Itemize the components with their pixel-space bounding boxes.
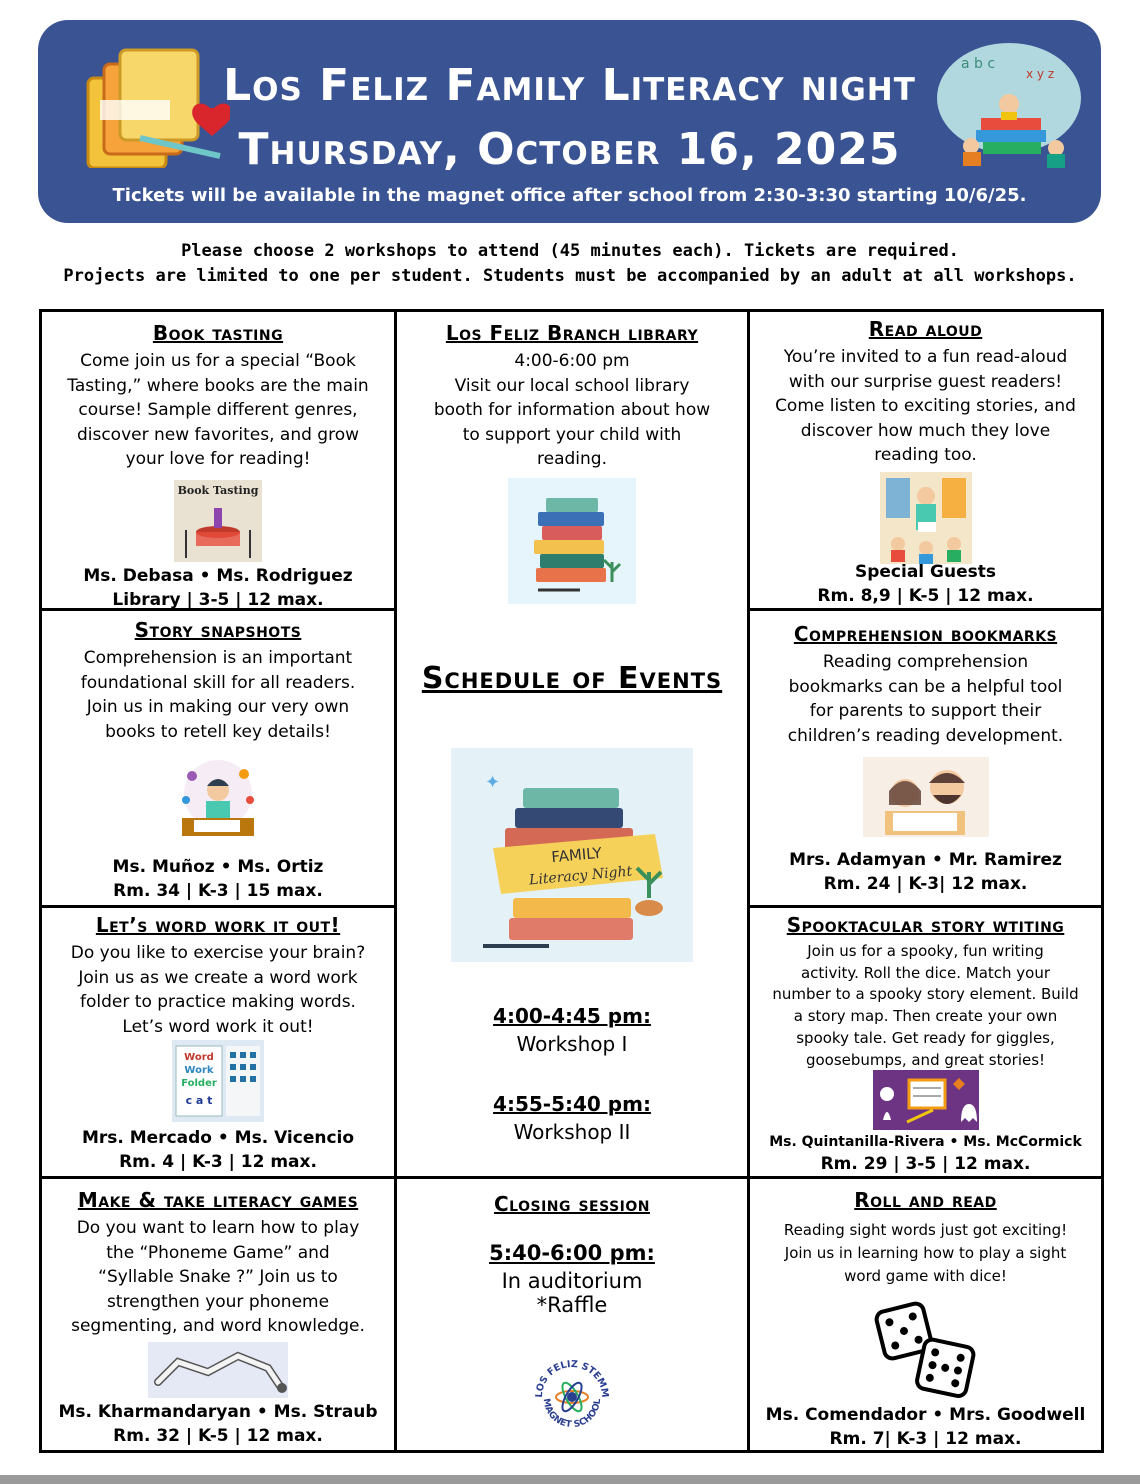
closing-place: In auditorium bbox=[501, 1269, 643, 1293]
kids-reading-icon bbox=[931, 38, 1086, 178]
svg-text:Work: Work bbox=[184, 1065, 214, 1076]
workshop-title: Los Feliz Branch library bbox=[445, 321, 699, 345]
workshop-host: Ms. Quintanilla-Rivera • Ms. McCormick bbox=[769, 1134, 1082, 1150]
workshop-host: Ms. Kharmandaryan • Ms. Straub bbox=[58, 1402, 378, 1422]
workshop-description: Do you want to learn how to play the “Phoneme Game” and “Syllable Snake ?” Join us to strengthen your phoneme segmenting, and word knowledge. bbox=[71, 1218, 365, 1336]
snake-game-image bbox=[148, 1342, 288, 1398]
workshop-title: Comprehension bookmarks bbox=[793, 622, 1058, 646]
workshop-room: Rm. 4 | K-3 | 12 max. bbox=[119, 1152, 317, 1172]
page-bottom-bar bbox=[0, 1475, 1140, 1484]
child-writing-image bbox=[172, 756, 264, 844]
tickets-info: Tickets will be available in the magnet office after school from 2:30-3:30 starting 10/6/25. bbox=[112, 185, 1027, 206]
workshop-room: Rm. 34 | K-3 | 15 max. bbox=[113, 881, 323, 901]
school-logo bbox=[530, 1355, 614, 1439]
parent-child-reading-image bbox=[863, 757, 989, 837]
svg-text:✦: ✦ bbox=[485, 772, 501, 793]
cell-schedule bbox=[397, 611, 747, 1176]
workshop-room: Rm. 32 | K-5 | 12 max. bbox=[113, 1426, 323, 1446]
cell-spooktacular bbox=[750, 908, 1101, 1176]
book-tasting-image bbox=[174, 480, 262, 562]
workshop-description: Comprehension is an important foundational skill for all readers. Join us in making our very own books to retell key details! bbox=[80, 648, 356, 742]
closing-raffle: *Raffle bbox=[536, 1293, 608, 1317]
svg-text:Book Tasting: Book Tasting bbox=[177, 484, 259, 497]
read-aloud-image bbox=[880, 472, 972, 564]
svg-text:MAGNET SCHOOL: MAGNET SCHOOL bbox=[540, 1397, 604, 1431]
workshop-host: Mrs. Adamyan • Mr. Ramirez bbox=[789, 850, 1062, 870]
svg-text:Word: Word bbox=[184, 1052, 214, 1063]
workshop-title: Make & take literacy games bbox=[77, 1188, 359, 1212]
svg-text:FAMILY: FAMILY bbox=[550, 843, 603, 867]
cell-story-snapshots bbox=[42, 611, 394, 905]
cell-make-take bbox=[42, 1179, 394, 1450]
workshop-host: Ms. Muñoz • Ms. Ortiz bbox=[112, 857, 324, 877]
header-banner bbox=[38, 20, 1101, 223]
closing-time: 5:40-6:00 pm: bbox=[489, 1241, 655, 1265]
intro-line-2: Projects are limited to one per student. Students must be accompanied by an adult at all workshops. bbox=[63, 266, 1077, 286]
workshop-host: Ms. Comendador • Mrs. Goodwell bbox=[765, 1405, 1086, 1425]
workshop-title: Roll and read bbox=[854, 1188, 997, 1212]
cell-closing bbox=[397, 1179, 747, 1450]
slot-time: 4:55-5:40 pm: bbox=[493, 1092, 651, 1116]
family-literacy-night-image bbox=[451, 748, 693, 962]
cell-book-tasting bbox=[42, 312, 394, 608]
svg-text:Folder: Folder bbox=[181, 1078, 217, 1089]
svg-text:a b c: a b c bbox=[961, 56, 996, 72]
svg-text:Literacy Night: Literacy Night bbox=[528, 863, 633, 889]
cell-roll-read bbox=[750, 1179, 1101, 1450]
word-work-folder-image bbox=[172, 1040, 264, 1122]
cell-word-work bbox=[42, 908, 394, 1176]
workshop-title: Read aloud bbox=[868, 317, 983, 341]
svg-text:x y z: x y z bbox=[1026, 67, 1055, 81]
slot-label: Workshop II bbox=[513, 1120, 631, 1144]
workshop-description: You’re invited to a fun read-aloud with our surprise guest readers! Come listen to exciting stories, and discover how much they love reading too. bbox=[775, 347, 1076, 465]
svg-text:c a t: c a t bbox=[185, 1094, 213, 1107]
spooky-writing-image bbox=[873, 1070, 979, 1130]
workshop-description: Do you like to exercise your brain? Join us as we create a word work folder to practice making words. Let’s word work it out! bbox=[70, 943, 366, 1037]
schedule-slot-1 bbox=[397, 1004, 747, 1056]
workshop-room: Rm. 7| K-3 | 12 max. bbox=[829, 1429, 1022, 1449]
workshop-title: Book tasting bbox=[152, 321, 284, 345]
workshop-host: Ms. Debasa • Ms. Rodriguez bbox=[83, 566, 353, 586]
cell-comprehension-bookmarks bbox=[750, 611, 1101, 905]
workshop-description: 4:00-6:00 pm Visit our local school library booth for information about how to support your child with reading. bbox=[433, 351, 711, 469]
workshop-room: Rm. 29 | 3-5 | 12 max. bbox=[820, 1154, 1031, 1174]
svg-text:LOS FELIZ STEMM: LOS FELIZ STEMM bbox=[533, 1358, 611, 1399]
slot-label: Workshop I bbox=[516, 1032, 628, 1056]
dice-icon bbox=[874, 1297, 978, 1403]
cell-branch-library bbox=[397, 312, 747, 608]
workshop-room: Rm. 8,9 | K-5 | 12 max. bbox=[817, 586, 1034, 606]
intro-line-1: Please choose 2 workshops to attend (45 minutes each). Tickets are required. bbox=[181, 241, 959, 261]
book-stack-image bbox=[508, 478, 636, 604]
event-title: Los Feliz Family Literacy night bbox=[223, 60, 916, 111]
workshop-description: Reading comprehension bookmarks can be a helpful tool for parents to support their children’s reading development. bbox=[787, 652, 1064, 746]
workshop-title: Let’s word work it out! bbox=[95, 913, 341, 937]
workshop-title: Spooktacular story wtiting bbox=[786, 913, 1065, 937]
schedule-slot-2 bbox=[397, 1092, 747, 1144]
cell-read-aloud bbox=[750, 312, 1101, 608]
workshop-title: Closing session bbox=[494, 1192, 650, 1216]
workshop-host: Special Guests bbox=[854, 562, 996, 582]
workshop-title: Story snapshots bbox=[134, 618, 302, 642]
workshop-grid bbox=[39, 309, 1104, 1453]
workshop-host: Mrs. Mercado • Ms. Vicencio bbox=[81, 1128, 355, 1148]
workshop-description: Join us for a spooky, fun writing activity. Roll the dice. Match your number to a spooky story element. Build a story map. Then create your own spooky tale. Get ready for giggles, goosebumps, and great stories! bbox=[772, 942, 1079, 1069]
workshop-description: Come join us for a special “Book Tasting,” where books are the main course! Sample different genres, discover new favorites, and grow your love for reading! bbox=[67, 351, 369, 469]
workshop-description: Reading sight words just got exciting! Join us in learning how to play a sight word game with dice! bbox=[783, 1221, 1068, 1285]
workshop-room: Library | 3-5 | 12 max. bbox=[112, 590, 324, 608]
workshop-room: Rm. 24 | K-3| 12 max. bbox=[823, 874, 1028, 894]
event-date: Thursday, October 16, 2025 bbox=[238, 124, 901, 175]
slot-time: 4:00-4:45 pm: bbox=[493, 1004, 651, 1028]
schedule-title: Schedule of Events bbox=[421, 661, 723, 696]
